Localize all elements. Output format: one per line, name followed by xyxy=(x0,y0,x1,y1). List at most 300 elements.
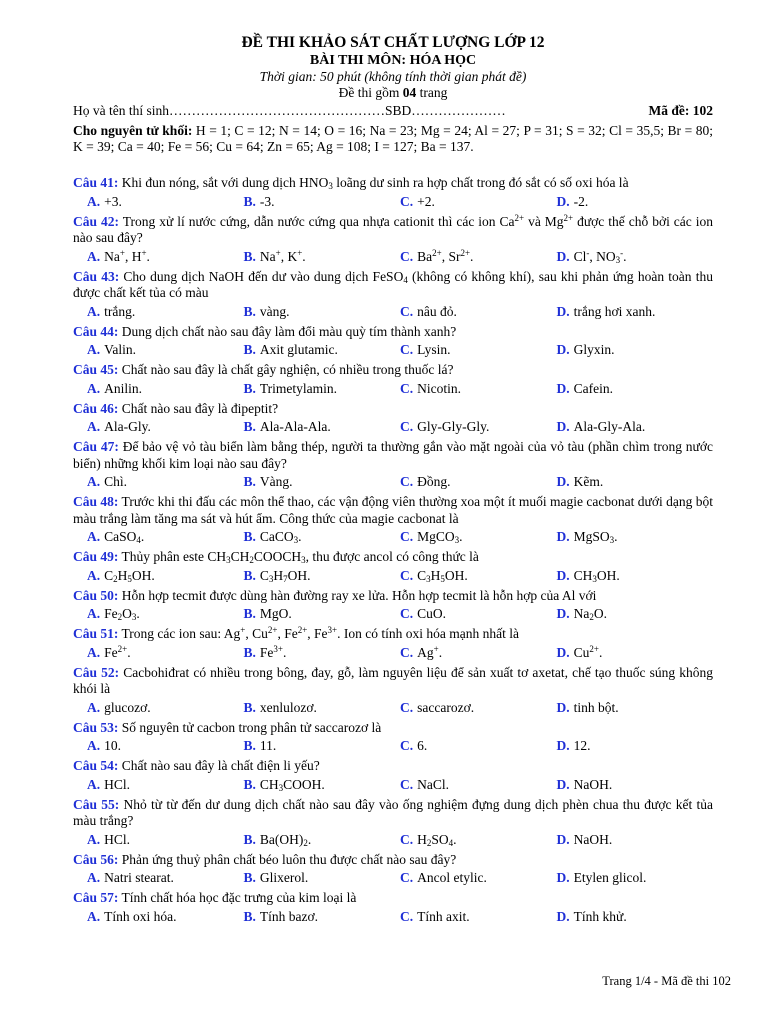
question-52 xyxy=(73,665,713,718)
question-label: Câu 42: xyxy=(73,213,119,229)
question-text: Trong các ion sau: Ag+, $Cu^{2+}$, $Fe^{2+}$, $Fe^{3+}$. Ion có tính oxi hóa mạnh nhất là xyxy=(118,625,519,641)
option-text: tinh bột. xyxy=(573,699,619,715)
answer-option xyxy=(557,907,714,927)
answer-options xyxy=(73,379,713,399)
answer-options xyxy=(73,417,713,437)
answer-options xyxy=(73,698,713,718)
answer-options xyxy=(73,472,713,492)
answer-options xyxy=(73,566,713,586)
answer-option xyxy=(557,472,714,492)
option-letter: C. xyxy=(400,870,414,885)
answer-option xyxy=(557,192,714,212)
option-letter: C. xyxy=(400,831,414,847)
option-letter: B. xyxy=(243,831,256,847)
answer-option xyxy=(557,643,714,663)
option-letter: C. xyxy=(400,380,414,396)
option-letter: A. xyxy=(87,908,101,924)
option-text: Cafein. xyxy=(573,380,613,396)
candidate-name-line: Họ và tên thí sinh…………………………………………SBD………………… xyxy=(73,103,506,118)
option-text: Na+, H+. xyxy=(104,247,150,264)
option-letter: C. xyxy=(400,644,414,660)
option-text: $Na_2O$. xyxy=(573,606,607,622)
answer-option xyxy=(400,192,557,212)
answer-option xyxy=(557,247,714,267)
option-letter: D. xyxy=(556,529,570,544)
option-text: Gly-Gly-Gly. xyxy=(417,419,490,434)
answer-options xyxy=(73,604,713,624)
option-text: glucozơ. xyxy=(104,699,151,715)
answer-option xyxy=(400,775,557,795)
answer-option xyxy=(244,247,401,267)
question-label: Câu 54: xyxy=(73,758,119,773)
question-label: Câu 48: xyxy=(73,494,119,509)
option-letter: B. xyxy=(243,248,256,264)
option-letter: D. xyxy=(556,831,570,847)
question-stem xyxy=(73,852,713,869)
question-label: Câu 57: xyxy=(73,890,119,905)
option-text: Nicotin. xyxy=(417,380,461,396)
question-stem xyxy=(73,626,713,643)
option-text: HCl. xyxy=(104,776,131,792)
question-label: Câu 49: xyxy=(73,549,119,564)
option-text: 6. xyxy=(417,738,428,753)
answer-option xyxy=(244,527,401,547)
option-text: Ancol etylic. xyxy=(417,870,487,885)
answer-option xyxy=(87,527,244,547)
option-letter: A. xyxy=(87,419,101,434)
answer-option xyxy=(400,830,557,850)
option-text: NaCl. xyxy=(417,776,449,792)
option-letter: C. xyxy=(400,738,414,753)
question-stem xyxy=(73,214,713,247)
answer-options xyxy=(73,775,713,795)
option-text: Trimetylamin. xyxy=(259,380,338,396)
question-label: Câu 41: xyxy=(73,175,119,190)
answer-option xyxy=(87,192,244,212)
question-text: Trong xử lí nước cứng, dẫn nước cứng qua nhựa cationit thì các ion $Ca^{2+}$ và $Mg^{2+}$ được thế chỗ bởi các ion nào sau đây? xyxy=(73,212,713,245)
answer-option xyxy=(400,302,557,322)
question-label: Câu 51: xyxy=(73,626,119,641)
option-text: HCl. xyxy=(104,831,131,847)
option-text: Ala-Ala-Ala. xyxy=(259,419,331,434)
option-text: xenlulozơ. xyxy=(259,699,317,715)
question-label: Câu 53: xyxy=(73,719,119,735)
option-text: $Fe^{2+}$. xyxy=(104,643,131,660)
option-letter: D. xyxy=(556,776,570,792)
question-text: Số nguyên tử cacbon trong phân tử saccarozơ là xyxy=(118,719,382,735)
question-text: Nhỏ từ từ đến dư dung dịch chất nào sau đây vào ống nghiệm đựng dung dịch phèn chua thu được kết tủa màu trắng? xyxy=(73,796,713,828)
option-text: $C_2H_5OH$. xyxy=(104,567,155,584)
option-letter: A. xyxy=(87,248,101,264)
answer-option xyxy=(557,736,714,756)
option-letter: D. xyxy=(556,380,570,396)
option-text: Ala-Gly. xyxy=(104,419,151,434)
question-text: Chất nào sau đây là chất gây nghiện, có nhiều trong thuốc lá? xyxy=(118,362,454,377)
option-text: CuO. xyxy=(417,606,447,621)
option-letter: D. xyxy=(556,303,570,319)
option-text: $CH_3COOH$. xyxy=(259,776,325,793)
answer-option xyxy=(557,302,714,322)
question-56 xyxy=(73,852,713,889)
question-stem xyxy=(73,362,713,379)
answer-option xyxy=(244,379,401,399)
option-text: Chì. xyxy=(104,474,128,489)
answer-option xyxy=(87,472,244,492)
answer-option xyxy=(87,698,244,718)
answer-option xyxy=(87,907,244,927)
option-text: Tính bazơ. xyxy=(259,908,319,924)
option-text: MgO. xyxy=(259,606,292,621)
option-letter: A. xyxy=(87,644,101,660)
option-letter: D. xyxy=(556,699,570,715)
question-text: Tính chất hóa học đặc trưng của kim loại là xyxy=(118,890,357,905)
option-text: $H_2SO_4$. xyxy=(417,831,457,848)
answer-option xyxy=(87,604,244,624)
option-letter: B. xyxy=(243,419,256,434)
question-stem xyxy=(73,720,713,737)
answer-option xyxy=(244,192,401,212)
question-text: Phản ứng thuỷ phân chất béo luôn thu được chất nào sau đây? xyxy=(118,851,457,867)
answer-option xyxy=(557,417,714,437)
answer-options xyxy=(73,247,713,267)
option-text: Tính khử. xyxy=(573,908,627,924)
option-letter: A. xyxy=(87,870,101,885)
question-text: Trước khi thi đấu các môn thể thao, các vận động viên thường xoa một ít muối magie cacbonat dưới dạng bột màu trắng làm tăng ma sát và hút ẩm. Công thức của magie cacbonat là xyxy=(73,494,713,526)
option-text: saccarozơ. xyxy=(417,699,475,715)
option-letter: D. xyxy=(556,474,570,489)
option-letter: B. xyxy=(243,342,256,357)
answer-option xyxy=(400,247,557,267)
answer-option xyxy=(557,340,714,360)
question-49 xyxy=(73,549,713,586)
answer-options xyxy=(73,736,713,756)
option-letter: C. xyxy=(400,908,414,924)
option-letter: D. xyxy=(556,567,570,583)
option-letter: C. xyxy=(400,776,414,792)
answer-options xyxy=(73,868,713,888)
option-letter: A. xyxy=(87,529,101,544)
question-stem xyxy=(73,588,713,605)
question-stem xyxy=(73,401,713,418)
question-label: Câu 55: xyxy=(73,796,120,812)
option-text: Na+, K+. xyxy=(259,247,306,264)
answer-option xyxy=(87,775,244,795)
option-letter: C. xyxy=(400,474,414,489)
option-letter: B. xyxy=(243,567,256,583)
answer-option xyxy=(400,604,557,624)
option-text: CaSO$_4$. xyxy=(104,529,145,545)
question-label: Câu 43: xyxy=(73,268,120,284)
option-text: CaCO$_3$. xyxy=(259,529,302,545)
option-letter: D. xyxy=(556,342,570,357)
option-letter: D. xyxy=(556,419,570,434)
answer-option xyxy=(557,868,714,888)
atomic-masses xyxy=(73,123,713,155)
option-text: $Fe_2O_3$. xyxy=(104,606,140,622)
question-label: Câu 45: xyxy=(73,362,119,377)
option-text: Vàng. xyxy=(259,474,293,489)
answer-option xyxy=(244,775,401,795)
option-letter: D. xyxy=(556,644,570,660)
answer-option xyxy=(557,566,714,586)
candidate-info-line xyxy=(73,102,713,119)
option-text: MgCO$_3$. xyxy=(417,529,463,545)
answer-options xyxy=(73,527,713,547)
answer-option xyxy=(244,340,401,360)
answer-option xyxy=(87,830,244,850)
answer-option xyxy=(400,907,557,927)
option-letter: A. xyxy=(87,303,101,319)
option-letter: A. xyxy=(87,776,101,792)
option-text: Natri stearat. xyxy=(104,870,174,885)
answer-options xyxy=(73,302,713,322)
question-text: Để bảo vệ vỏ tàu biển làm bằng thép, người ta thường gắn vào mặt ngoài của vỏ tàu (phần chìm trong nước biển) những khối kim loại nào sau đây? xyxy=(73,439,713,471)
answer-option xyxy=(244,643,401,663)
option-letter: C. xyxy=(400,567,414,583)
option-letter: A. xyxy=(87,193,101,209)
question-stem xyxy=(73,797,713,830)
option-letter: B. xyxy=(243,776,256,792)
option-text: $Cu^{2+}$. xyxy=(573,643,603,660)
answer-option xyxy=(244,868,401,888)
option-letter: D. xyxy=(556,870,570,885)
question-50 xyxy=(73,588,713,625)
question-54 xyxy=(73,758,713,795)
option-letter: B. xyxy=(243,380,256,396)
question-label: Câu 47: xyxy=(73,439,119,454)
question-text: Chất nào sau đây là đipeptit? xyxy=(118,400,279,416)
question-text: Cacbohiđrat có nhiều trong bông, đay, gỗ, làm nguyên liệu để sản xuất tơ axetat, chế tạo thuốc súng không khói là xyxy=(73,664,713,696)
question-41 xyxy=(73,175,713,212)
pages-suffix: trang xyxy=(416,85,448,100)
question-51 xyxy=(73,626,713,663)
option-text: +2. xyxy=(417,193,435,209)
option-letter: A. xyxy=(87,606,101,621)
page-footer: Trang 1/4 - Mã đề thi 102 xyxy=(602,974,731,988)
option-letter: C. xyxy=(400,699,414,715)
option-letter: C. xyxy=(400,303,414,319)
option-letter: A. xyxy=(87,738,101,753)
option-text: Tính axit. xyxy=(417,908,470,924)
question-53 xyxy=(73,720,713,757)
question-45 xyxy=(73,362,713,399)
question-stem xyxy=(73,494,713,527)
option-text: Tính oxi hóa. xyxy=(104,908,177,924)
option-text: NaOH. xyxy=(573,831,613,847)
option-text: Ag+. xyxy=(417,643,443,660)
question-stem xyxy=(73,324,713,341)
option-text: Lysin. xyxy=(417,342,451,357)
option-letter: D. xyxy=(556,193,570,209)
option-text: $C_3H_5OH$. xyxy=(417,567,468,584)
answer-option xyxy=(87,247,244,267)
answer-option xyxy=(244,736,401,756)
option-letter: D. xyxy=(556,606,570,621)
question-48 xyxy=(73,494,713,547)
option-letter: D. xyxy=(556,908,570,924)
answer-option xyxy=(400,340,557,360)
option-text: Đồng. xyxy=(417,474,451,489)
option-letter: B. xyxy=(243,644,256,660)
answer-option xyxy=(557,379,714,399)
option-letter: C. xyxy=(400,529,414,544)
question-text: Hỗn hợp tecmit được dùng hàn đường ray xe lửa. Hỗn hợp tecmit là hỗn hợp của Al với xyxy=(118,587,597,603)
question-text: Thủy phân este $CH_3CH_2COOCH_3$, thu được ancol có công thức là xyxy=(118,549,479,565)
question-text: Chất nào sau đây là chất điện li yếu? xyxy=(118,758,320,773)
option-letter: C. xyxy=(400,248,414,264)
option-text: vàng. xyxy=(259,303,290,319)
exam-pages xyxy=(73,85,713,101)
answer-option xyxy=(87,417,244,437)
option-text: $Fe^{3+}$. xyxy=(259,643,287,660)
answer-option xyxy=(400,736,557,756)
answer-option xyxy=(87,643,244,663)
answer-option xyxy=(244,830,401,850)
answer-option xyxy=(87,736,244,756)
question-label: Câu 52: xyxy=(73,664,120,680)
answer-option xyxy=(557,527,714,547)
question-stem xyxy=(73,549,713,566)
option-letter: C. xyxy=(400,606,414,621)
option-text: MgSO$_3$. xyxy=(573,529,618,545)
answer-option xyxy=(244,604,401,624)
question-44 xyxy=(73,324,713,361)
answer-option xyxy=(87,868,244,888)
option-text: Etylen glicol. xyxy=(573,870,647,885)
answer-option xyxy=(87,302,244,322)
option-letter: B. xyxy=(243,870,256,885)
option-text: Glixerol. xyxy=(259,870,309,885)
question-42 xyxy=(73,214,713,267)
answer-option xyxy=(244,566,401,586)
option-letter: B. xyxy=(243,303,256,319)
question-label: Câu 50: xyxy=(73,587,119,603)
question-57 xyxy=(73,890,713,927)
option-letter: B. xyxy=(243,606,256,621)
option-letter: C. xyxy=(400,342,414,357)
option-text: Kẽm. xyxy=(573,474,604,489)
answer-option xyxy=(557,830,714,850)
answer-option xyxy=(244,698,401,718)
option-text: +3. xyxy=(104,193,122,209)
option-letter: B. xyxy=(243,908,256,924)
answer-option xyxy=(400,868,557,888)
option-text: -3. xyxy=(259,193,275,209)
option-letter: A. xyxy=(87,567,101,583)
option-text: $CH_3OH$. xyxy=(573,567,620,584)
option-text: Glyxin. xyxy=(573,342,615,357)
exam-page xyxy=(73,34,713,927)
exam-time: Thời gian: 50 phút (không tính thời gian phát đề) xyxy=(259,69,527,84)
answer-option xyxy=(400,472,557,492)
answer-option xyxy=(87,340,244,360)
answer-option xyxy=(557,604,714,624)
pages-prefix: Đề thi gồm xyxy=(338,85,403,100)
option-letter: A. xyxy=(87,342,101,357)
option-text: $Ba(OH)_2$. xyxy=(259,831,312,848)
question-stem xyxy=(73,439,713,472)
answer-options xyxy=(73,192,713,212)
option-letter: A. xyxy=(87,380,101,396)
option-letter: B. xyxy=(243,738,256,753)
option-text: Anilin. xyxy=(104,380,143,396)
option-text: -2. xyxy=(573,193,589,209)
question-stem xyxy=(73,665,713,698)
answer-option xyxy=(244,907,401,927)
option-letter: C. xyxy=(400,193,414,209)
option-text: Valin. xyxy=(104,342,136,357)
answer-option xyxy=(87,566,244,586)
question-46 xyxy=(73,401,713,438)
answer-options xyxy=(73,830,713,850)
option-letter: A. xyxy=(87,699,101,715)
answer-options xyxy=(73,643,713,663)
question-55 xyxy=(73,797,713,850)
exam-title: ĐỀ THI KHẢO SÁT CHẤT LƯỢNG LỚP 12 xyxy=(241,34,545,51)
answer-option xyxy=(244,302,401,322)
answer-option xyxy=(400,379,557,399)
exam-code: Mã đề: 102 xyxy=(648,103,713,118)
answer-option xyxy=(400,417,557,437)
option-letter: A. xyxy=(87,831,101,847)
option-letter: B. xyxy=(243,474,256,489)
option-letter: C. xyxy=(400,419,414,434)
question-43 xyxy=(73,269,713,322)
answer-options xyxy=(73,340,713,360)
answer-option xyxy=(557,698,714,718)
question-text: Khi đun nóng, sắt với dung dịch $HNO_3$ loãng dư sinh ra hợp chất trong đó sắt có số oxi hóa là xyxy=(118,175,629,191)
question-text: Dung dịch chất nào sau đây làm đổi màu quỳ tím thành xanh? xyxy=(118,323,457,339)
option-letter: B. xyxy=(243,193,256,209)
option-text: 11. xyxy=(259,738,277,753)
question-stem xyxy=(73,175,713,192)
question-stem xyxy=(73,890,713,907)
option-text: Axit glutamic. xyxy=(259,342,338,357)
option-letter: B. xyxy=(243,529,256,544)
option-text: nâu đỏ. xyxy=(417,303,457,319)
option-letter: D. xyxy=(556,248,570,264)
option-text: $C_3H_7OH$. xyxy=(259,567,311,584)
question-text: Cho dung dịch NaOH đến dư vào dung dịch FeSO$_4$ (không có không khí), sau khi phản ứng hoàn toàn thu được chất kết tủa có màu xyxy=(73,268,713,300)
option-letter: A. xyxy=(87,474,101,489)
option-text: 10. xyxy=(104,738,121,753)
answer-option xyxy=(400,643,557,663)
atomic-masses-label: Cho nguyên tử khối: xyxy=(73,123,193,138)
answer-option xyxy=(244,472,401,492)
option-text: 12. xyxy=(573,738,591,753)
exam-subject: BÀI THI MÔN: HÓA HỌC xyxy=(309,53,477,68)
answer-options xyxy=(73,907,713,927)
pages-count: 04 xyxy=(402,85,417,100)
question-47 xyxy=(73,439,713,492)
answer-option xyxy=(400,566,557,586)
option-text: trắng hơi xanh. xyxy=(573,303,656,319)
answer-option xyxy=(557,775,714,795)
question-list xyxy=(73,175,713,927)
option-text: trắng. xyxy=(104,303,136,319)
option-letter: D. xyxy=(556,738,570,753)
question-label: Câu 46: xyxy=(73,400,119,416)
option-text: $Ba^{2+}$, $Sr^{2+}$. xyxy=(417,247,474,264)
option-letter: B. xyxy=(243,699,256,715)
question-label: Câu 56: xyxy=(73,851,119,867)
answer-option xyxy=(87,379,244,399)
answer-option xyxy=(400,698,557,718)
question-stem xyxy=(73,269,713,302)
question-stem xyxy=(73,758,713,775)
question-label: Câu 44: xyxy=(73,323,119,339)
atomic-masses-text: H = 1; C = 12; N = 14; O = 16; Na = 23; Mg = 24; Al = 27; P = 31; S = 32; Cl = 35,5; Br = 80; K = 39; Ca = 40; Fe = 56; Cu = 64; Zn = 65; Ag = 108; I = 127; Ba = 137. xyxy=(73,123,714,154)
